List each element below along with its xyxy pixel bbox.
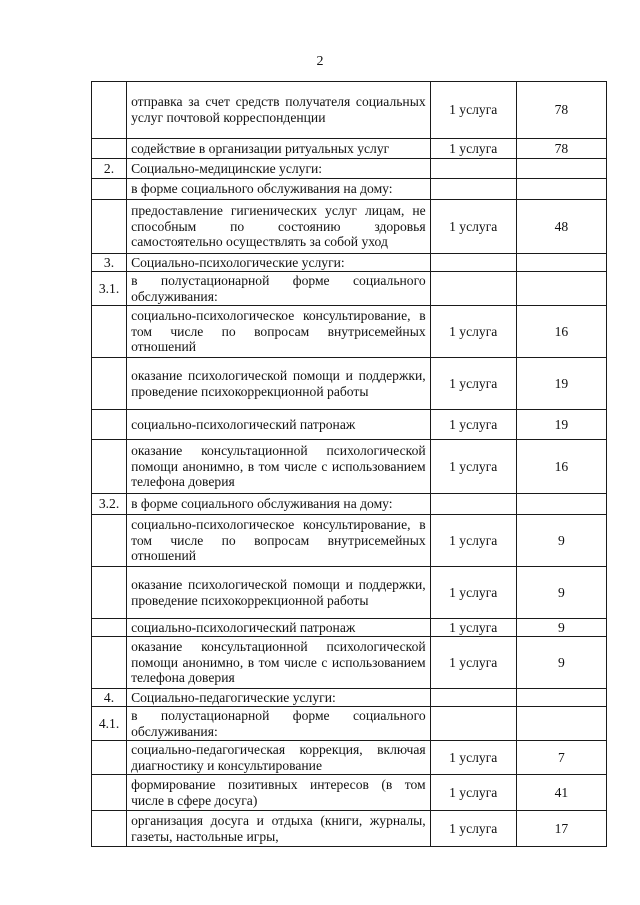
unit-cell: 1 услуга — [430, 410, 516, 440]
value-cell — [516, 179, 606, 200]
service-name-cell: социально-психологический патронаж — [127, 410, 431, 440]
service-name-cell: в форме социального обслуживания на дому: — [127, 494, 431, 515]
table-row — [92, 440, 607, 494]
table-row — [92, 775, 607, 811]
table-row — [92, 179, 607, 200]
value-cell — [516, 272, 606, 306]
unit-cell: 1 услуга — [430, 358, 516, 410]
unit-cell: 1 услуга — [430, 139, 516, 159]
row-number-cell: 4. — [92, 689, 127, 707]
service-name-cell: Социально-педагогические услуги: — [127, 689, 431, 707]
table-row — [92, 272, 607, 306]
row-number-cell — [92, 306, 127, 358]
row-number-cell: 3.1. — [92, 272, 127, 306]
row-number-cell — [92, 139, 127, 159]
row-number-cell — [92, 200, 127, 254]
value-cell — [516, 707, 606, 741]
service-name-cell: социально-психологический патронаж — [127, 619, 431, 637]
unit-cell — [430, 707, 516, 741]
unit-cell — [430, 272, 516, 306]
table-row — [92, 741, 607, 775]
row-number-cell — [92, 358, 127, 410]
table-row — [92, 200, 607, 254]
unit-cell: 1 услуга — [430, 200, 516, 254]
row-number-cell — [92, 741, 127, 775]
services-table — [91, 81, 607, 847]
value-cell: 9 — [516, 515, 606, 567]
service-name-cell: Социально-психологические услуги: — [127, 254, 431, 272]
unit-cell: 1 услуга — [430, 306, 516, 358]
row-number-cell: 3.2. — [92, 494, 127, 515]
value-cell: 78 — [516, 139, 606, 159]
table-row — [92, 515, 607, 567]
unit-cell: 1 услуга — [430, 440, 516, 494]
unit-cell: 1 услуга — [430, 741, 516, 775]
unit-cell: 1 услуга — [430, 82, 516, 139]
unit-cell: 1 услуга — [430, 811, 516, 847]
value-cell: 48 — [516, 200, 606, 254]
unit-cell — [430, 254, 516, 272]
table-row — [92, 811, 607, 847]
table-row — [92, 306, 607, 358]
service-name-cell: социально-педагогическая коррекция, включая диагностику и консультирование — [127, 741, 431, 775]
value-cell: 41 — [516, 775, 606, 811]
service-name-cell: оказание психологической помощи и поддержки, проведение психокоррекционной работы — [127, 358, 431, 410]
unit-cell — [430, 159, 516, 179]
services-table-body — [92, 82, 607, 847]
service-name-cell: оказание психологической помощи и поддержки, проведение психокоррекционной работы — [127, 567, 431, 619]
unit-cell: 1 услуга — [430, 637, 516, 689]
value-cell — [516, 494, 606, 515]
table-row — [92, 139, 607, 159]
value-cell — [516, 689, 606, 707]
service-name-cell: социально-психологическое консультирование, в том числе по вопросам внутрисемейных отношений — [127, 515, 431, 567]
value-cell: 7 — [516, 741, 606, 775]
unit-cell — [430, 179, 516, 200]
value-cell — [516, 254, 606, 272]
table-row — [92, 567, 607, 619]
value-cell: 78 — [516, 82, 606, 139]
value-cell: 16 — [516, 306, 606, 358]
unit-cell: 1 услуга — [430, 515, 516, 567]
value-cell: 16 — [516, 440, 606, 494]
service-name-cell: в полустационарной форме социального обслуживания: — [127, 707, 431, 741]
row-number-cell — [92, 637, 127, 689]
row-number-cell — [92, 179, 127, 200]
row-number-cell — [92, 410, 127, 440]
service-name-cell: формирование позитивных интересов (в том числе в сфере досуга) — [127, 775, 431, 811]
row-number-cell: 3. — [92, 254, 127, 272]
table-row — [92, 358, 607, 410]
row-number-cell — [92, 567, 127, 619]
table-row — [92, 159, 607, 179]
table-row — [92, 494, 607, 515]
table-row — [92, 82, 607, 139]
value-cell — [516, 159, 606, 179]
value-cell: 19 — [516, 358, 606, 410]
table-row — [92, 689, 607, 707]
service-name-cell: Социально-медицинские услуги: — [127, 159, 431, 179]
service-name-cell: социально-психологическое консультирование, в том числе по вопросам внутрисемейных отношений — [127, 306, 431, 358]
row-number-cell — [92, 82, 127, 139]
unit-cell: 1 услуга — [430, 775, 516, 811]
table-row — [92, 637, 607, 689]
unit-cell — [430, 494, 516, 515]
service-name-cell: содействие в организации ритуальных услуг — [127, 139, 431, 159]
table-row — [92, 254, 607, 272]
row-number-cell: 2. — [92, 159, 127, 179]
page-number: 2 — [316, 54, 324, 69]
value-cell: 19 — [516, 410, 606, 440]
table-row — [92, 707, 607, 741]
value-cell: 9 — [516, 637, 606, 689]
row-number-cell — [92, 515, 127, 567]
service-name-cell: оказание консультационной психологической помощи анонимно, в том числе с использованием телефона доверия — [127, 440, 431, 494]
unit-cell — [430, 689, 516, 707]
value-cell: 9 — [516, 619, 606, 637]
row-number-cell — [92, 619, 127, 637]
value-cell: 17 — [516, 811, 606, 847]
service-name-cell: организация досуга и отдыха (книги, журналы, газеты, настольные игры, — [127, 811, 431, 847]
service-name-cell: в форме социального обслуживания на дому: — [127, 179, 431, 200]
row-number-cell: 4.1. — [92, 707, 127, 741]
service-name-cell: предоставление гигиенических услуг лицам, не способным по состоянию здоровья самостоятельно осуществлять за собой уход — [127, 200, 431, 254]
service-name-cell: отправка за счет средств получателя социальных услуг почтовой корреспонденции — [127, 82, 431, 139]
table-row — [92, 619, 607, 637]
row-number-cell — [92, 440, 127, 494]
unit-cell: 1 услуга — [430, 619, 516, 637]
row-number-cell — [92, 775, 127, 811]
row-number-cell — [92, 811, 127, 847]
table-row — [92, 410, 607, 440]
service-name-cell: оказание консультационной психологической помощи анонимно, в том числе с использованием телефона доверия — [127, 637, 431, 689]
value-cell: 9 — [516, 567, 606, 619]
service-name-cell: в полустационарной форме социального обслуживания: — [127, 272, 431, 306]
unit-cell: 1 услуга — [430, 567, 516, 619]
